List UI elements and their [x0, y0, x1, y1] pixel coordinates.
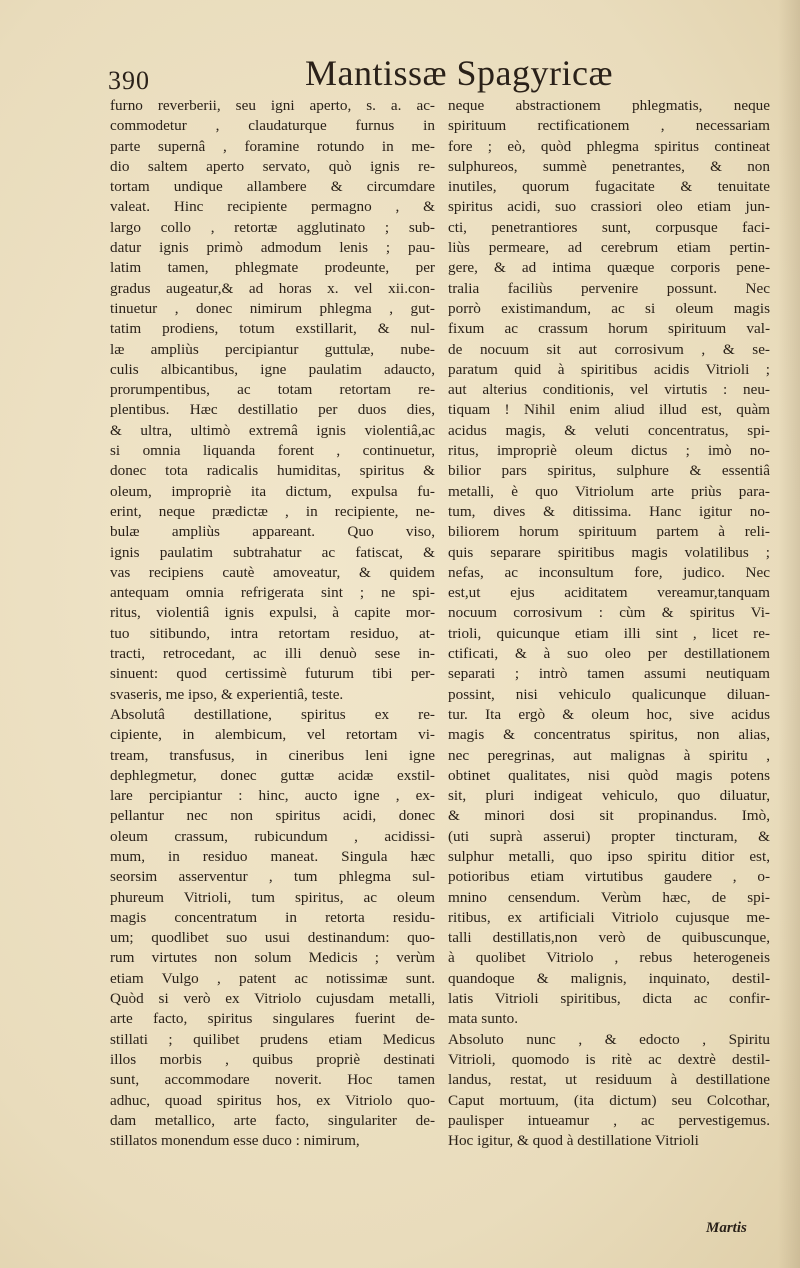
text-line: largo collo , retortæ agglutinato ; sub- — [110, 218, 435, 236]
text-line: nocuum corrosivum : cùm & spiritus Vi- — [448, 604, 770, 622]
text-line: mnino censendum. Verùm hæc, de spi- — [448, 888, 770, 906]
text-line: paratum quid à spiritibus acidis Vitrioli ; — [448, 360, 770, 378]
text-line: acidus magis, & veluti concentratus, spi- — [448, 421, 770, 439]
text-line: neque abstractionem phlegmatis, neque — [448, 97, 770, 114]
text-line: mum, in residuo maneat. Singula hæc — [110, 847, 435, 865]
text-line: sinuent: quod certissimè futurum tibi per- — [110, 665, 435, 683]
text-line: antequam omnia refrigerata sint ; ne spi- — [110, 584, 435, 602]
text-line: tuo sitibundo, intra retortam residuo, at- — [110, 624, 435, 642]
text-line: trioli, quicunque etiam illi sint , licet re- — [448, 624, 770, 642]
catchword: Martis — [706, 1220, 747, 1236]
text-line: Vitrioli, quomodo is ritè ac dextrè destil- — [448, 1050, 770, 1068]
text-line: Caput mortuum, (ita dictum) seu Colcothar, — [448, 1091, 770, 1109]
text-line: nefas, ac inconsultum fore, judico. Nec — [448, 563, 770, 581]
text-line: Quòd si verò ex Vitriolo cujusdam metalli, — [110, 990, 435, 1008]
text-line: rum virtutes non solum Medicis ; verùm — [110, 949, 435, 967]
text-line: phureum Vitrioli, tum spiritus, ac oleum — [110, 888, 435, 906]
text-line: gradus augeatur,& ad horas x. vel xii.con- — [110, 279, 435, 297]
text-line: sit, pluri indigeat vehiculo, quo diluatur, — [448, 787, 770, 805]
text-line: stillati ; quilibet prudens etiam Medicus — [110, 1030, 435, 1048]
text-line: & minori dosi sit propinandus. Imò, — [448, 807, 770, 825]
text-line: vas recipiens cautè amoveatur, & quidem — [110, 563, 435, 581]
text-line: tralia faciliùs pervenire possunt. Nec — [448, 279, 770, 297]
text-line: dam metallico, arte facto, singulariter de- — [110, 1111, 435, 1129]
text-line: tracti, retrocedant, ac illi denuò sese in- — [110, 645, 435, 663]
text-line: ritus, violentiâ ignis expulsi, à capite mor- — [110, 604, 435, 622]
text-line: cti, penetrantiores sunt, corpusque faci- — [448, 218, 770, 236]
text-line: tinuetur , donec nimirum phlegma , gut- — [110, 299, 435, 317]
text-line: tream, transfusus, in cineribus leni igne — [110, 746, 435, 764]
text-line: furno reverberii, seu igni aperto, s. a. ac- — [110, 97, 435, 114]
text-line: Hoc igitur, & quod à destillatione Vitrioli — [448, 1132, 699, 1150]
text-line: biliorem horum spirituum partem à reli- — [448, 523, 770, 541]
right-text-column — [448, 96, 770, 1151]
text-line: pellantur nec non spiritus acidi, donec — [110, 807, 435, 825]
text-line: gere, & ad intima quæque corporis pene- — [448, 259, 770, 277]
text-line: valeat. Hinc recipiente permagno , & — [110, 198, 435, 216]
text-line: landus, restat, ut residuum à destillatione — [448, 1071, 770, 1089]
text-line: porrò existimandum, ac si oleum magis — [448, 299, 770, 317]
text-line: inutiles, quorum fugacitate & tenuitate — [448, 178, 770, 196]
text-line: tur. Ita ergò & oleum hoc, sive acidus — [448, 705, 770, 723]
text-line: paulisper intueamur , ac pervestigemus. — [448, 1111, 770, 1129]
text-line: talli destillatis,non verò de quibuscunque, — [448, 929, 770, 947]
text-line: obtinet qualitates, nisi quòd magis potens — [448, 766, 770, 784]
text-line: tiquam ! Nihil enim aliud illud est, quàm — [448, 401, 770, 419]
text-line: possint, nisi vehiculo qualicunque diluan- — [448, 685, 770, 703]
text-line: quis separare spiritibus magis volatilibus ; — [448, 543, 770, 561]
text-line: fore ; eò, quòd phlegma spiritus contineat — [448, 137, 770, 155]
text-line: sunt, accommodare noverit. Hoc tamen — [110, 1071, 435, 1089]
text-line: dio saltem aperto servato, quò ignis re- — [110, 157, 435, 175]
text-line: prorumpentibus, ac totam retortam re- — [110, 381, 435, 399]
text-line: tatim prodiens, totum exstillarit, & nul- — [110, 320, 435, 338]
text-line: dephlegmetur, donec guttæ acidæ exstil- — [110, 766, 435, 784]
text-line: plentibus. Hæc destillatio per duos dies, — [110, 401, 435, 419]
text-line: parte supernâ , foramine rotundo in me- — [110, 137, 435, 155]
page-number: 390 — [108, 66, 150, 95]
text-line: tum, dives & ditissima. Hanc igitur no- — [448, 502, 770, 520]
text-line: bulæ ampliùs appareant. Quo viso, — [110, 523, 435, 541]
text-line: lare percipiantur : hinc, aucto igne , ex- — [110, 787, 435, 805]
text-line: Absolutâ destillatione, spiritus ex re- — [110, 705, 435, 723]
text-line: donec tota radicalis humiditas, spiritus & — [110, 462, 435, 480]
text-line: nec peregrinas, aut malignas à spiritu , — [448, 746, 770, 764]
text-line: oleum crassum, rubicundum , acidissi- — [110, 827, 435, 845]
text-line: tortam undique allambere & circumdare — [110, 178, 435, 196]
text-line: est,ut ejus aciditatem vereamur,tanquam — [448, 584, 770, 602]
text-line: latim tamen, phlegmate prodeunte, per — [110, 259, 435, 277]
text-line: ignis paulatim subtrahatur ac fatiscat, & — [110, 543, 435, 561]
text-line: latis Vitrioli spiritibus, dicta ac confir- — [448, 990, 770, 1008]
text-line: ctificati, & à suo oleo per destillationem — [448, 645, 770, 663]
text-line: spirituum rectificationem , necessariam — [448, 117, 770, 135]
text-line: illos morbis , quibus propriè destinati — [110, 1050, 435, 1068]
text-line: sulphur metalli, quo ipso spiritu ditior est, — [448, 847, 770, 865]
text-line: culis albicantibus, igne paulatim adaucto, — [110, 360, 435, 378]
text-line: magis concentratum in retorta residu- — [110, 908, 435, 926]
text-line: um; quodlibet suo usui destinandum: quo- — [110, 929, 435, 947]
text-line: adhuc, quoad spiritus hos, ex Vitriolo quo- — [110, 1091, 435, 1109]
text-line: separati ; intrò tamen assumi neutiquam — [448, 665, 770, 683]
text-line: de nocuum sit aut corrosivum , & se- — [448, 340, 770, 358]
text-line: à quolibet Vitriolo , rebus heterogeneis — [448, 949, 770, 967]
text-line: seorsim asserventur , tum phlegma sul- — [110, 868, 435, 886]
text-line: etiam Vulgo , patent ac notissimæ sunt. — [110, 969, 435, 987]
text-line: liùs permeare, ad cerebrum etiam pertin- — [448, 239, 770, 257]
text-line: sulphureos, summè penetrantes, & non — [448, 157, 770, 175]
text-line: bilior pars spiritus, sulphure & essentiâ — [448, 462, 770, 480]
text-line: arte facto, spiritus singulares fuerint de- — [110, 1010, 435, 1028]
text-line: si omnia liquanda forent , continuetur, — [110, 442, 435, 460]
text-line: spiritus acidi, suo crassiori oleo etiam jun- — [448, 198, 770, 216]
text-line: ritibus, ex artificiali Vitriolo cujusque me- — [448, 908, 770, 926]
text-line: svaseris, me ipso, & experientiâ, teste. — [110, 685, 344, 703]
running-head: Mantissæ Spagyricæ — [305, 53, 614, 93]
text-line: erint, neque prædictæ , in recipiente, ne- — [110, 502, 435, 520]
text-line: (uti suprà asserui) propter tincturam, & — [448, 827, 770, 845]
text-line: quandoque & malignis, inquinato, destil- — [448, 969, 770, 987]
text-line: mata sunto. — [448, 1010, 519, 1028]
text-line: oleum, impropriè ita dictum, expulsa fu- — [110, 482, 435, 500]
text-line: aut alterius conditionis, vel virtutis : neu- — [448, 381, 770, 399]
text-line: potioribus etiam virtutibus gaudere , o- — [448, 868, 770, 886]
text-line: fixum ac crassum horum spirituum val- — [448, 320, 770, 338]
text-line: ritus, impropriè oleum dictus ; imò no- — [448, 442, 770, 460]
text-line: metalli, è quo Vitriolum arte priùs para- — [448, 482, 770, 500]
text-line: læ ampliùs percipiantur guttulæ, nube- — [110, 340, 435, 358]
page-edge-shadow — [778, 0, 800, 1268]
text-line: cipiente, in alembicum, vel retortam vi- — [110, 726, 435, 744]
text-line: datur ignis primò admodum lenis ; pau- — [110, 239, 435, 257]
text-line: stillatos monendum esse duco : nimirum, — [110, 1132, 360, 1150]
text-line: magis & concentratus spiritus, non alias, — [448, 726, 770, 744]
left-text-column — [110, 96, 435, 1151]
text-line: commodetur , claudaturque furnus in — [110, 117, 435, 135]
text-line: & ultra, ultimò extremâ ignis violentiâ,ac — [110, 421, 435, 439]
text-line: Absoluto nunc , & edocto , Spiritu — [448, 1030, 770, 1048]
